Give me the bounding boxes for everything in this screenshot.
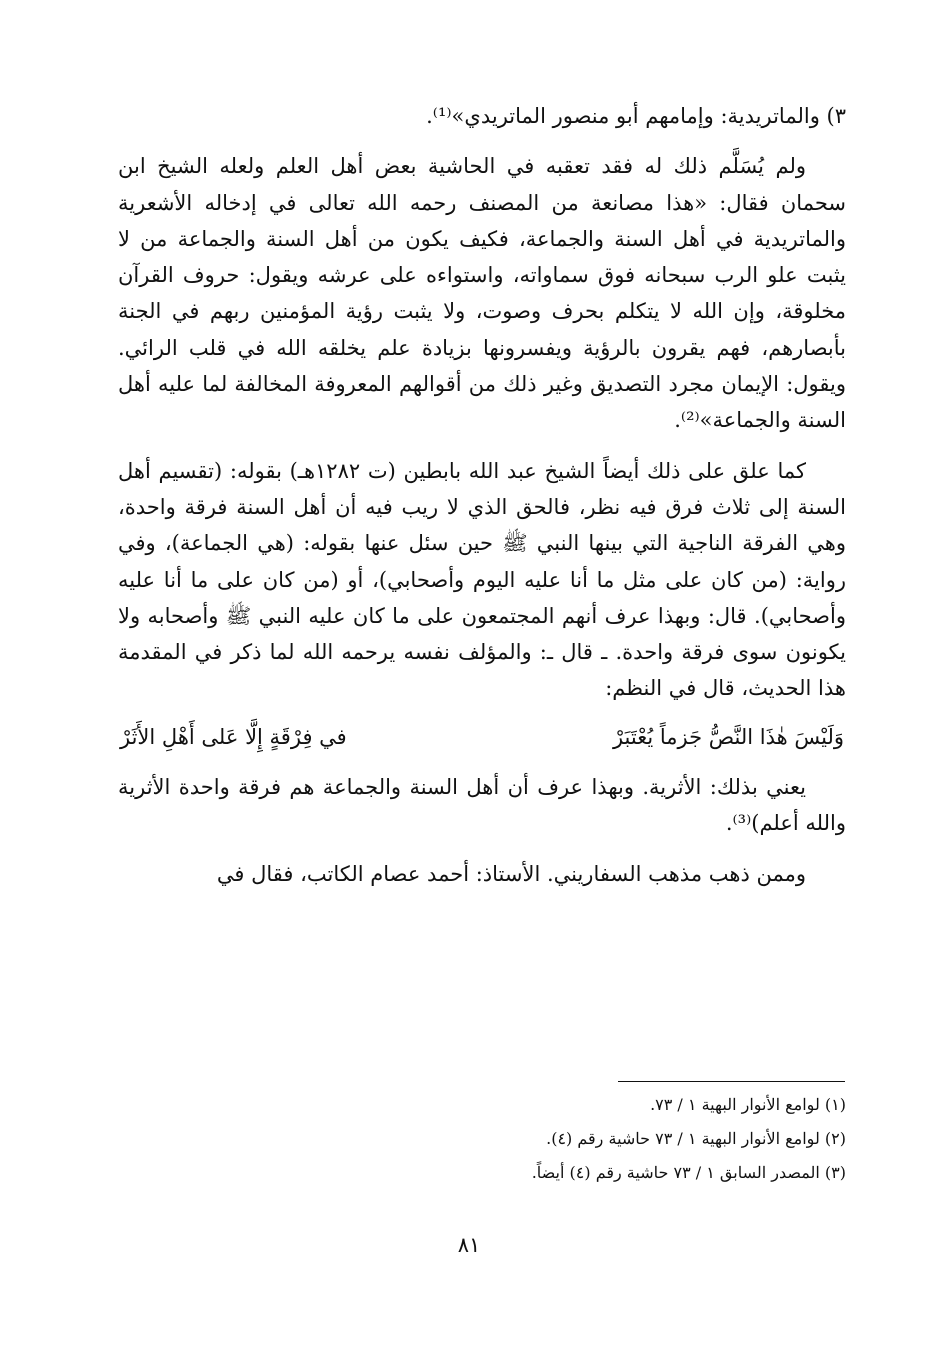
page-number: ٨١	[457, 1233, 481, 1257]
footnotes	[300, 1088, 846, 1190]
paragraph-2: ولم يُسَلَّم ذلك له فقد تعقبه في الحاشية بعض أهل العلم ولعله الشيخ ابن سحمان فقال: «هذا مصانعة من المصنف رحمه الله تعالى في إدخاله الأشعرية والماتريدية في أهل السنة والجماعة، فكيف يكون من أهل السنة والجماعة من لا يثبت علو الرب سبحانه فوق سماواته، واستواءه على عرشه ويقول: حروف القرآن مخلوقة، وإن الله لا يتكلم بحرف وصوت، ولا يثبت رؤية المؤمنين ربهم في الجنة بأبصارهم، فهم يقرون بالرؤية ويفسرونها بزيادة علم يخلقه الله في قلب الرائي. ويقول: الإيمان مجرد التصديق وغير ذلك من أقوالهم المعروفة المخالفة لما عليه أهل السنة والجماعة»⁽²⁾.	[118, 154, 846, 433]
paragraph-after-verse: يعني بذلك: الأثرية. وبهذا عرف أن أهل السنة والجماعة هم فرقة واحدة الأثرية والله أعلم)⁽³⁾.	[118, 775, 846, 836]
paragraph-1: ٣) والماتريدية: وإمامهم أبو منصور الماتريدي»⁽¹⁾.	[426, 104, 846, 128]
paragraph-last: وممن ذهب مذهب السفاريني. الأستاذ: أحمد عصام الكاتب، فقال في	[216, 861, 806, 886]
verse-first-hemistich: وَلَيْسَ هٰذَا النَّصُّ جَزماً يُعْتَبَرْ	[612, 724, 844, 749]
poem-verse	[118, 719, 846, 755]
paragraph-3: كما علق على ذلك أيضاً الشيخ عبد الله بابطين (ت ١٢٨٢هـ) بقوله: (تقسيم أهل السنة إلى ثلاث فرق فيه نظر، فالحق الذي لا ريب فيه أن أهل السنة فرقة واحدة، وهي الفرقة الناجية التي بينها النبي ﷺ حين سئل عنها بقوله: (هي الجماعة)، وفي رواية: (من كان على مثل ما أنا عليه اليوم وأصحابي)، أو (من كان على ما أنا عليه وأصحابي). قال: وبهذا عرف أنهم المجتمعون على ما كان عليه النبي ﷺ وأصحابه ولا يكونون سوى فرقة واحدة. ـ قال ـ: والمؤلف نفسه يرحمه الله لما ذكر في المقدمة هذا الحديث، قال في النظم:	[118, 458, 846, 701]
footnote-separator	[618, 1081, 845, 1082]
footnote-3: (٣) المصدر السابق ١ / ٧٣ حاشية رقم (٤) أيضاً.	[531, 1163, 846, 1182]
footnote-2: (٢) لوامع الأنوار البهية ١ / ٧٣ حاشية رقم (٤).	[546, 1129, 846, 1148]
verse-second-hemistich: في فِرْقَةٍ إِلَّا عَلى أَهْلِ الأَثَرْ	[120, 724, 347, 749]
footnote-1: (١) لوامع الأنوار البهية ١ / ٧٣.	[650, 1095, 846, 1114]
main-text	[118, 98, 846, 892]
